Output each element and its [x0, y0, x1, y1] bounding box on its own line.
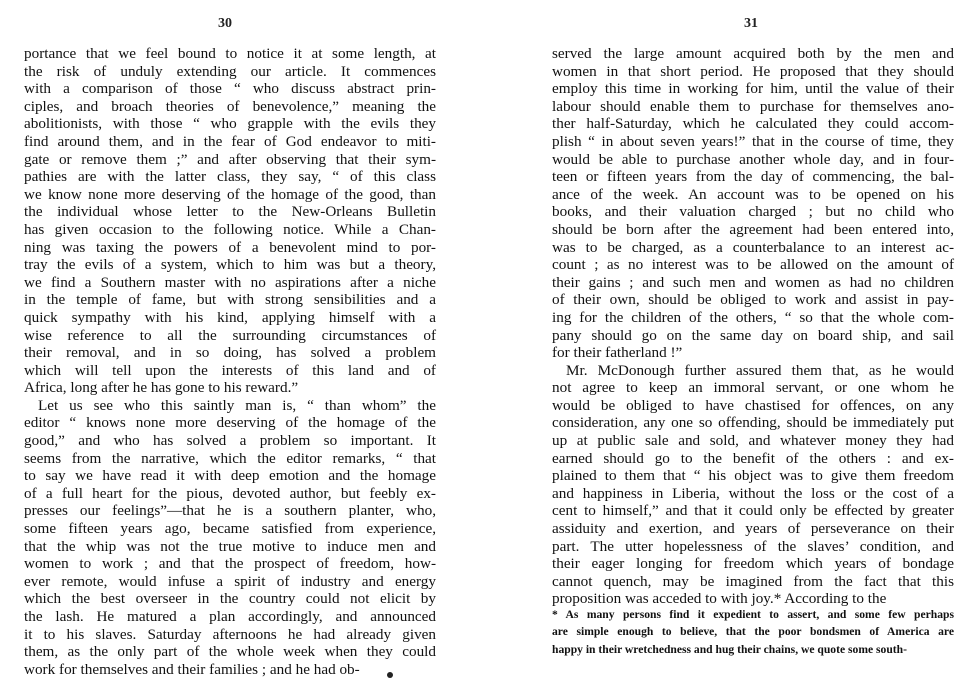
left-text-line: of a full heart for the pious, devoted author, but feebly ex- [24, 484, 436, 502]
left-text-line: gate or remove them ;” and after observing that their sym- [24, 150, 436, 168]
right-text-line: ther half-Saturday, which he calculated they could accom- [552, 115, 954, 133]
left-text-line: it to his slaves. Saturday afternoons he had already given [24, 625, 436, 643]
right-text-line: their eager longing for freedom which years of bondage [552, 555, 954, 573]
left-text-line: portance that we feel bound to notice it at some length, at [24, 45, 436, 62]
left-text-line: editor “ knows none more deserving of the homage of the [24, 414, 436, 432]
right-page-body [552, 45, 954, 608]
right-text-line: was to be charged, as a counterbalance to an interest ac- [552, 238, 954, 256]
right-text-line: consideration, any one so offending, should be immediately put [552, 414, 954, 432]
right-text-line: teen or fifteen years from the day of commencing, the bal- [552, 168, 954, 186]
right-text-line: would be able to purchase another whole day, and in four- [552, 150, 954, 168]
right-text-line: employ this time in working for him, until the value of their [552, 80, 954, 98]
right-text-line: for their fatherland !” [552, 344, 683, 362]
right-text-line: labour should enable them to purchase for themselves ano- [552, 97, 954, 115]
right-text-line: served the large amount acquired both by the men and [552, 45, 954, 62]
right-text-line: Mr. McDonough further assured them that, as he would [566, 361, 954, 379]
left-text-line: to say we have read it with deep emotion and the homage [24, 467, 436, 485]
left-text-line: women to work ; and that the prospect of freedom, how- [24, 555, 436, 573]
left-text-line: tray the evils of a system, which to him was but a theory, [24, 256, 436, 274]
left-text-line: work for themselves and their families ; and he had ob- [24, 660, 360, 678]
left-text-line: ning was taxing the powers of a benevolent mind to por- [24, 238, 436, 256]
left-text-line: abolitionists, with those “ who grapple with the evils they [24, 115, 436, 133]
right-text-line: of their own, should be obliged to work and assist in pay- [552, 291, 954, 309]
right-text-line: count ; as no interest was to be allowed on the amount of [552, 256, 954, 274]
ink-blot-icon [387, 672, 393, 678]
left-page-body [24, 45, 436, 678]
right-text-line: cent to himself,” and that it could only be effected by greater [552, 502, 954, 520]
right-text-line: their gains ; and such men and women as had no children [552, 273, 954, 291]
page-number-right: 31 [744, 16, 758, 31]
left-text-line: ever remote, would infuse a spirit of industry and energy [24, 572, 436, 590]
right-page [490, 0, 980, 681]
right-text-line: and happiness in Liberia, without the loss or the cost of a [552, 484, 954, 502]
right-text-line: cannot quench, may be imagined from the fact that this [552, 572, 954, 590]
left-text-line: the individual whose letter to the New-Orleans Bulletin [24, 203, 436, 221]
left-text-line: good,” and who has solved a problem so important. It [24, 432, 436, 450]
left-text-line: the risk of unduly extending our article. It commences [24, 62, 436, 80]
left-text-line: in the temple of fame, but with strong sensibilities and a [24, 291, 436, 309]
right-text-line: part. The utter hopelessness of the slaves’ condition, and [552, 537, 954, 555]
left-text-line: we find a Southern master with no aspirations after a niche [24, 273, 436, 291]
right-text-line: pany should go on the same day on board ship, and sail [552, 326, 954, 344]
right-text-line: plained to them that “ his object was to give them freedom [552, 467, 954, 485]
left-text-line: with a comparison of those “ who discuss abstract prin- [24, 80, 436, 98]
right-text-line: earned should go to the benefit of the others : and ex- [552, 449, 954, 467]
footnote-text-line: happy in their wretchedness and hug their chains, we quote some south- [552, 642, 907, 656]
left-text-line: presses our feelings”—that he is a southern planter, who, [24, 502, 436, 520]
left-text-line: we know none more deserving of the homage of the good, than [24, 185, 436, 203]
left-text-line: their removal, and in so doing, has solved a problem [24, 344, 436, 362]
left-text-line: Let us see who this saintly man is, “ than whom” the [38, 396, 436, 414]
left-text-line: seems from the narrative, which the editor remarks, “ that [24, 449, 436, 467]
left-text-line: Africa, long after he has gone to his reward.” [24, 379, 299, 397]
left-text-line: quick sympathy with his kind, applying himself with a [24, 308, 436, 326]
left-text-line: pathies are with the latter class, they say, “ of this class [24, 168, 436, 186]
footnote-text-line: * As many persons find it expedient to assert, and some few perhaps [552, 608, 954, 621]
footnote-text-line: are simple enough to believe, that the poor bondsmen of America are [552, 625, 954, 639]
right-text-line: up at public sale and sold, and whatever money they had [552, 432, 954, 450]
right-text-line: should be born after the agreement had been entered into, [552, 220, 954, 238]
left-text-line: some fifteen years ago, became satisfied from experience, [24, 520, 436, 538]
right-text-line: proposition was acceded to with joy.* According to the [552, 590, 887, 608]
right-text-line: ance of the week. An account was to be opened on his [552, 185, 954, 203]
page-number-left: 30 [218, 16, 232, 31]
right-text-line: not agree to keep an immoral servant, or one whom he [552, 379, 954, 397]
left-text-line: the lash. He matured a plan accordingly, and announced [24, 608, 436, 625]
left-text-line: wise reference to all the surrounding circumstances of [24, 326, 436, 344]
right-text-line: women in that short period. He proposed that they should [552, 62, 954, 80]
left-text-line: ciples, and broach theories of benevolence,” meaning the [24, 97, 436, 115]
left-text-line: find around them, and in the fear of God endeavor to miti- [24, 132, 436, 150]
right-text-line: books, and their valuation charged ; but no child who [552, 203, 954, 221]
right-text-line: assiduity and exertion, and years of perseverance on their [552, 520, 954, 538]
right-text-line: plish “ in about seven years!” that in the course of time, they [552, 132, 954, 150]
left-text-line: which will tell upon the interests of this land and of [24, 361, 436, 379]
left-text-line: which the best overseer in the country could not elicit by [24, 590, 436, 608]
right-text-line: ing for the children of the others, “ so that the whole com- [552, 308, 954, 326]
left-text-line: has given occasion to the following notice. While a Chan- [24, 220, 436, 238]
left-text-line: them, as the only part of the whole week when they could [24, 643, 436, 661]
left-text-line: that the whip was not the true motive to induce men and [24, 537, 436, 555]
right-text-line: would be obliged to have chastised for offences, on any [552, 396, 954, 414]
footnote [552, 606, 954, 658]
